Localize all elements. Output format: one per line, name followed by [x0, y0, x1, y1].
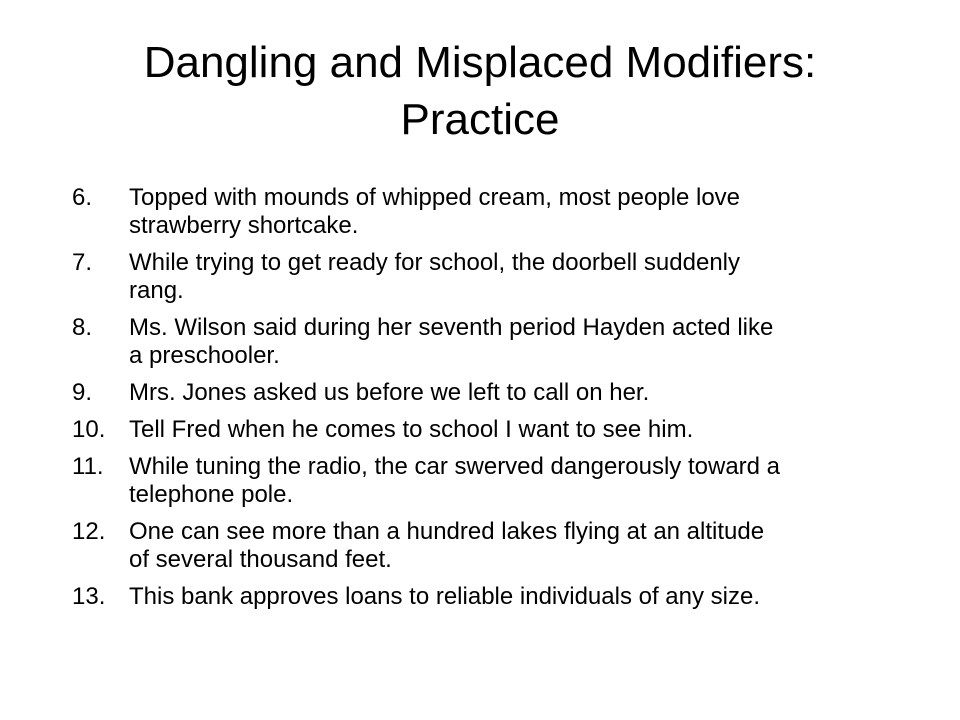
- practice-item-12: [72, 518, 912, 574]
- item-text-line: One can see more than a hundred lakes flying at an altitude: [129, 518, 765, 545]
- practice-item-11: [72, 453, 912, 509]
- slide-title-line-2: Practice: [400, 95, 560, 144]
- item-text-line: Tell Fred when he comes to school I want to see him.: [129, 416, 694, 443]
- item-number: 6.: [72, 184, 93, 211]
- practice-sentence-list: [72, 184, 912, 620]
- item-text-line: Mrs. Jones asked us before we left to call on her.: [129, 379, 650, 406]
- item-text-line: of several thousand feet.: [129, 546, 392, 573]
- practice-item-6: [72, 184, 912, 240]
- practice-item-9: [72, 379, 912, 407]
- item-text-line: While trying to get ready for school, the doorbell suddenly: [129, 249, 741, 276]
- item-text-line: Ms. Wilson said during her seventh period Hayden acted like: [129, 314, 774, 341]
- practice-item-8: [72, 314, 912, 370]
- item-text-line: telephone pole.: [129, 481, 294, 508]
- item-text-line: This bank approves loans to reliable individuals of any size.: [129, 583, 761, 610]
- practice-item-7: [72, 249, 912, 305]
- practice-item-10: [72, 416, 912, 444]
- item-number: 10.: [72, 416, 106, 443]
- item-number: 8.: [72, 314, 93, 341]
- item-number: 11.: [72, 453, 104, 480]
- item-text-line: While tuning the radio, the car swerved dangerously toward a: [129, 453, 781, 480]
- item-number: 13.: [72, 583, 106, 610]
- item-number: 7.: [72, 249, 93, 276]
- slide-title: [40, 34, 920, 148]
- slide-title-line-1: Dangling and Misplaced Modifiers:: [143, 38, 817, 87]
- item-text-line: Topped with mounds of whipped cream, most people love: [129, 184, 741, 211]
- item-text-line: a preschooler.: [129, 342, 280, 369]
- item-text-line: rang.: [129, 277, 184, 304]
- item-number: 9.: [72, 379, 93, 406]
- item-number: 12.: [72, 518, 106, 545]
- practice-item-13: [72, 583, 912, 611]
- item-text-line: strawberry shortcake.: [129, 212, 359, 239]
